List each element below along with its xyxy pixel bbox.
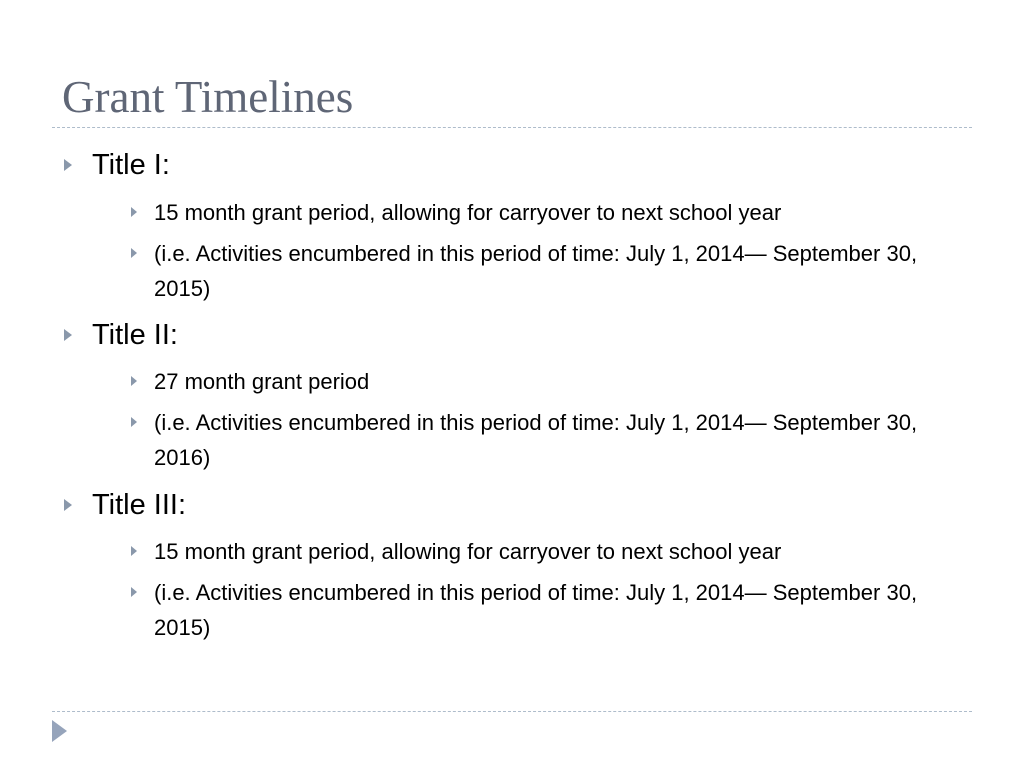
triangle-bullet-icon [131,546,137,556]
section-item: 27 month grant period [154,369,370,394]
section-heading-title-1: Title I: [92,149,170,181]
title-divider [52,127,972,128]
triangle-bullet-icon [131,207,137,217]
triangle-bullet-icon [64,159,72,171]
triangle-bullet-icon [131,417,137,427]
section-item: 15 month grant period, allowing for carryover to next school year [154,200,782,225]
triangle-bullet-icon [64,499,72,511]
next-arrow-icon[interactable] [52,720,67,742]
triangle-bullet-icon [131,587,137,597]
footer-divider [52,711,972,712]
triangle-bullet-icon [131,248,137,258]
triangle-bullet-icon [64,329,72,341]
section-heading-title-3: Title III: [92,489,186,521]
section-heading-title-2: Title II: [92,319,178,351]
triangle-bullet-icon [131,376,137,386]
section-item: (i.e. Activities encumbered in this period of time: July 1, 2014— September 30, 2015) [154,241,918,301]
slide-title: Grant Timelines [62,72,354,122]
section-item: (i.e. Activities encumbered in this period of time: July 1, 2014— September 30, 2015) [154,580,918,640]
section-item: (i.e. Activities encumbered in this period of time: July 1, 2014— September 30, 2016) [154,410,918,470]
section-item: 15 month grant period, allowing for carryover to next school year [154,539,782,564]
